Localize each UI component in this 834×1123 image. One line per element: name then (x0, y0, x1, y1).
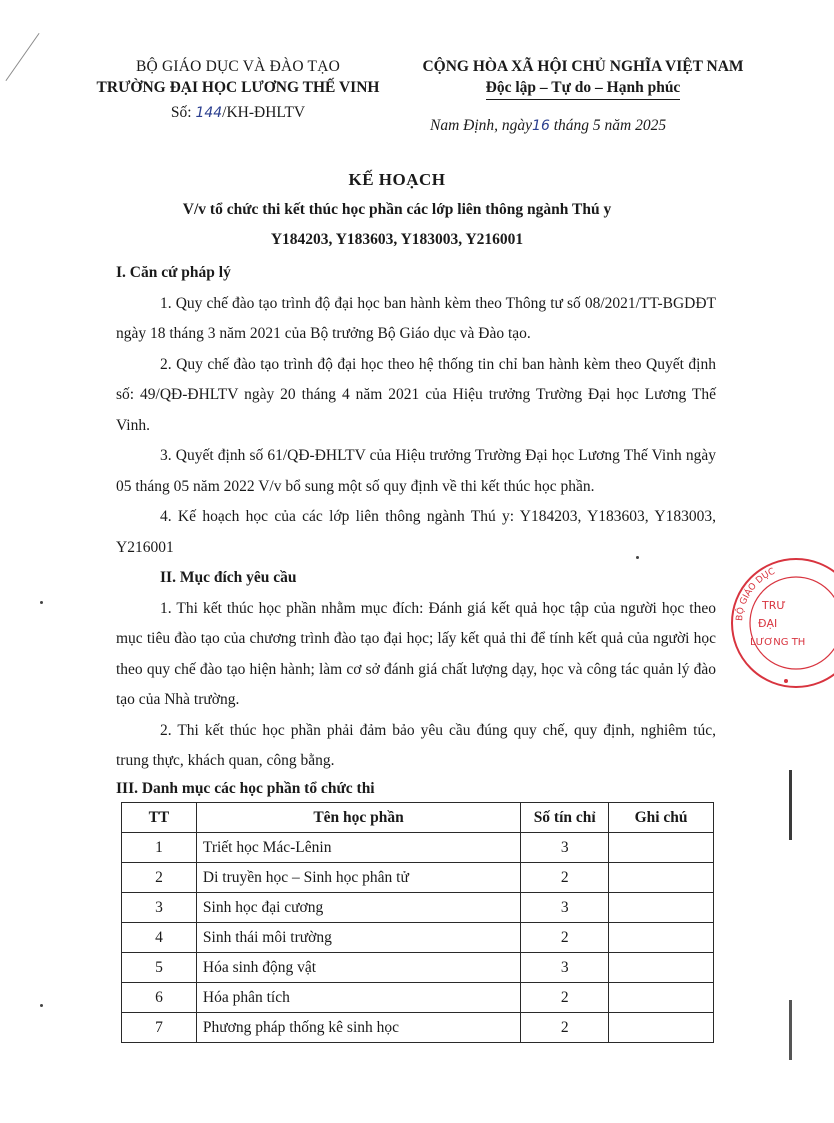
purpose-item: 2. Thi kết thúc học phần phải đảm bảo yêu cầu đúng quy chế, quy định, nghiêm túc, trung thực, khách quan, công bằng. (116, 721, 716, 769)
issuer-block (88, 56, 388, 124)
column-header-credits: Số tín chỉ (521, 803, 609, 833)
ministry-name: BỘ GIÁO DỤC VÀ ĐÀO TẠO (135, 58, 341, 75)
column-header-course: Tên học phần (196, 803, 520, 833)
class-codes: Y184203, Y183603, Y183003, Y216001 (270, 231, 524, 248)
section-heading: I. Căn cứ pháp lý (116, 264, 231, 281)
cell-credits: 3 (521, 833, 609, 863)
cell-course: Di truyền học – Sinh học phân tử (196, 863, 520, 893)
national-motto: Độc lập – Tự do – Hạnh phúc (486, 77, 681, 100)
scan-edge-mark (789, 770, 792, 840)
legal-basis-item: 3. Quyết định số 61/QĐ-ĐHLTV của Hiệu trưởng Trường Đại học Lương Thế Vinh ngày 05 tháng 05 năm 2022 V/v bổ sung một số quy định về thi kết thúc học phần. (116, 447, 716, 495)
date-prefix: Nam Định, ngày (430, 117, 533, 134)
cell-course: Hóa phân tích (196, 983, 520, 1013)
document-number (88, 102, 388, 124)
cell-course: Sinh thái môi trường (196, 923, 520, 953)
cell-course: Triết học Mác-Lênin (196, 833, 520, 863)
stamp-text-line: ĐẠI (758, 617, 778, 630)
cell-notes (609, 923, 714, 953)
cell-credits: 3 (521, 953, 609, 983)
purpose-item: 1. Thi kết thúc học phần nhằm mục đích: Đánh giá kết quả học tập của người học theo mục tiêu đào tạo của chương trình đào tạo đại học; lấy kết quả thi để tính kết quả của người học theo quy chế đào tạo hiện hành; làm cơ sở đánh giá chất lượng dạy, học và công tác quản lý đào tạo của Nhà trường. (116, 599, 716, 708)
table-header-row (122, 803, 714, 833)
section-heading: III. Danh mục các học phần tổ chức thi (116, 780, 375, 797)
legal-basis-item: 1. Quy chế đào tạo trình độ đại học ban hành kèm theo Thông tư số 08/2021/TT-BGDĐT ngày 18 tháng 3 năm 2021 của Bộ trưởng Bộ Giáo dục và Đào tạo. (116, 294, 716, 342)
table-row (122, 923, 714, 953)
cell-credits: 3 (521, 893, 609, 923)
section-course-list (116, 774, 716, 805)
cell-tt: 3 (122, 893, 197, 923)
scan-artifact (5, 33, 39, 81)
cell-tt: 7 (122, 1013, 197, 1043)
course-table (121, 802, 714, 1043)
cell-notes (609, 953, 714, 983)
country-name: CỘNG HÒA XÃ HỘI CHỦ NGHĨA VIỆT NAM (422, 58, 744, 75)
cell-credits: 2 (521, 863, 609, 893)
doc-no-suffix: /KH-ĐHLTV (222, 104, 306, 121)
scan-dot (40, 1004, 43, 1007)
section-heading: II. Mục đích yêu cầu (160, 569, 297, 586)
table-row (122, 953, 714, 983)
national-header (400, 56, 766, 100)
cell-notes (609, 893, 714, 923)
stamp-ring-text: BỘ GIÁO DỤC (734, 566, 777, 622)
scan-dot (40, 601, 43, 604)
stamp-outer-ring (732, 559, 834, 687)
cell-tt: 5 (122, 953, 197, 983)
table-row (122, 863, 714, 893)
cell-course: Phương pháp thống kê sinh học (196, 1013, 520, 1043)
column-header-notes: Ghi chú (609, 803, 714, 833)
cell-course: Hóa sinh động vật (196, 953, 520, 983)
document-title: KẾ HOẠCH (348, 170, 446, 189)
column-header-tt: TT (122, 803, 197, 833)
cell-notes (609, 1013, 714, 1043)
legal-basis-item: 2. Quy chế đào tạo trình độ đại học theo hệ thống tin chỉ ban hành kèm theo Quyết định số: 49/QĐ-ĐHLTV ngày 20 tháng 4 năm 2021 của Hiệu trưởng Trường Đại học Lương Thế Vinh. (116, 355, 716, 434)
stamp-text-line: TRƯ (762, 599, 786, 612)
cell-tt: 4 (122, 923, 197, 953)
university-name: TRƯỜNG ĐẠI HỌC LƯƠNG THẾ VINH (96, 79, 380, 96)
cell-course: Sinh học đại cương (196, 893, 520, 923)
table-row (122, 833, 714, 863)
scan-edge-mark (789, 1000, 792, 1060)
legal-basis-item: 4. Kế hoạch học của các lớp liên thông ngành Thú y: Y184203, Y183603, Y183003, Y216001 (116, 508, 716, 556)
cell-credits: 2 (521, 1013, 609, 1043)
cell-credits: 2 (521, 923, 609, 953)
doc-no-prefix: Số: (170, 104, 192, 121)
cell-tt: 6 (122, 983, 197, 1013)
cell-notes (609, 983, 714, 1013)
cell-tt: 2 (122, 863, 197, 893)
stamp-text-line: LƯƠNG TH (750, 637, 806, 648)
section-legal-basis (116, 258, 716, 563)
cell-notes (609, 863, 714, 893)
doc-no-handwritten: 144 (195, 105, 223, 121)
stamp-star (784, 679, 788, 683)
document-subtitle: V/v tổ chức thi kết thúc học phần các lớp liên thông ngành Thú y (182, 201, 612, 218)
date-day-handwritten: 16 (532, 118, 550, 134)
table-row (122, 893, 714, 923)
issue-date (430, 117, 770, 135)
university-seal-stamp (724, 555, 834, 695)
cell-tt: 1 (122, 833, 197, 863)
section-purpose (116, 563, 716, 777)
cell-notes (609, 833, 714, 863)
table-row (122, 1013, 714, 1043)
cell-credits: 2 (521, 983, 609, 1013)
date-suffix: tháng 5 năm 2025 (553, 117, 667, 134)
table-row (122, 983, 714, 1013)
